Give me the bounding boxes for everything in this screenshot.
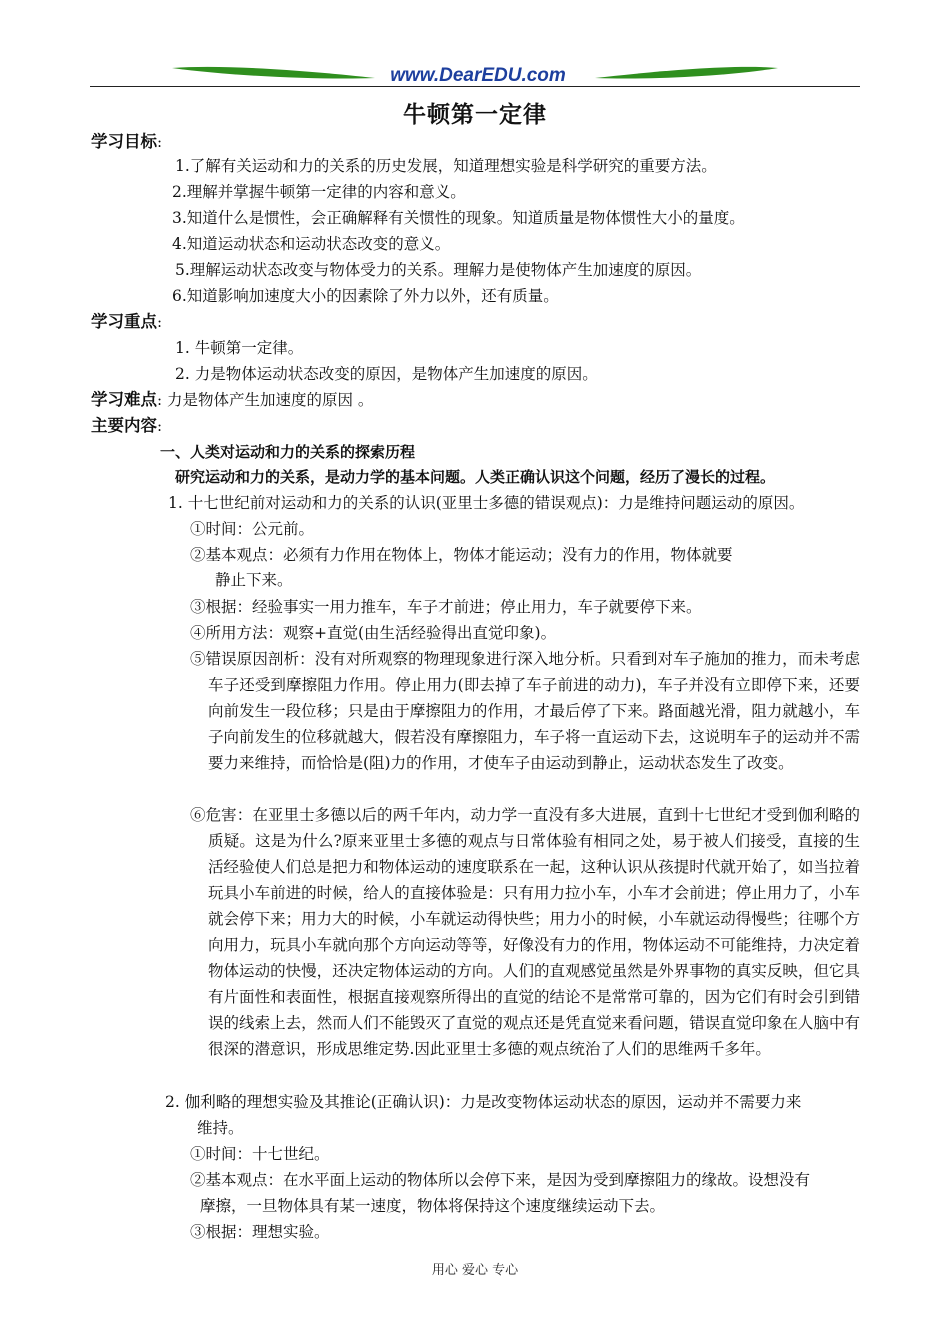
part2-view-cont: 摩擦，一旦物体具有某一速度，物体将保持这个速度继续运动下去。: [200, 1197, 666, 1215]
goal-item: 1.了解有关运动和力的关系的历史发展，知道理想实验是科学研究的重要方法。: [175, 157, 717, 175]
part2-title-cont: 维持。: [197, 1119, 244, 1137]
key-points-heading: 学习重点:: [91, 312, 163, 331]
part2-view: ②基本观点：在水平面上运动的物体所以会停下来，是因为受到摩擦阻力的缘故。设想没有: [190, 1171, 811, 1189]
part1-time: ①时间：公元前。: [190, 520, 315, 538]
part2-title: 2. 伽利略的理想实验及其推论(正确认识)：力是改变物体运动状态的原因，运动并不需要力来: [165, 1093, 802, 1111]
part1-method: ④所用方法：观察+直觉(由生活经验得出直觉印象)。: [190, 624, 557, 642]
section1-intro: 研究运动和力的关系，是动力学的基本问题。人类正确认识这个问题，经历了漫长的过程。: [175, 468, 776, 486]
goal-item: 3.知道什么是惯性，会正确解释有关惯性的现象。知道质量是物体惯性大小的量度。: [172, 209, 745, 227]
goal-item: 6.知道影响加速度大小的因素除了外力以外，还有质量。: [172, 287, 559, 305]
key-point-item: 1. 牛顿第一定律。: [175, 339, 304, 357]
goal-item: 2.理解并掌握牛顿第一定律的内容和意义。: [172, 183, 466, 201]
site-logo-text: www.DearEDU.com: [390, 65, 566, 86]
goals-heading: 学习目标:: [91, 132, 163, 151]
page-footer: 用心 爱心 专心: [431, 1263, 519, 1278]
main-content-heading: 主要内容:: [91, 416, 163, 435]
difficulty-text: 力是物体产生加速度的原因 。: [162, 391, 374, 409]
key-point-item: 2. 力是物体运动状态改变的原因，是物体产生加速度的原因。: [175, 365, 598, 383]
green-swoosh-right: [595, 67, 778, 79]
part1-harm-paragraph: ⑥危害：在亚里士多德以后的两千年内，动力学一直没有多大进展，直到十七世纪才受到伽利略的质疑。这是为什么?原来亚里士多德的观点与日常体验有相同之处，易于被人们接受，直接的生活经验使人们总是把力和物体运动的速度联系在一起，这种认识从孩提时代就开始了，如当拉着玩具小车前进的时候，给人的直接体验是：只有用力拉小车，小车才会前进；停止用力了，小车就会停下来；用力大的时候，小车就运动得快些；用力小的时候，小车就运动得慢些；往哪个方向用力，玩具小车就向那个方向运动等等，好像没有力的作用，物体运动不可能维持，力决定着物体运动的快慢，还决定物体运动的方向。人们的直观感觉虽然是外界事物的真实反映，但它具有片面性和表面性，根据直接观察所得出的直觉的结论不是常常可靠的，因为它们有时会引到错误的线索上去，然而人们不能毁灭了直觉的观点还是凭直觉来看问题，错误直觉印象在人脑中有很深的潜意识，形成思维定势.因此亚里士多德的观点统治了人们的思维两千多年。: [190, 806, 860, 1058]
goal-item: 5.理解运动状态改变与物体受力的关系。理解力是使物体产生加速度的原因。: [175, 261, 702, 279]
green-swoosh-left: [172, 67, 375, 79]
page-title: 牛顿第一定律: [403, 102, 547, 128]
header-rule: [90, 86, 860, 87]
part2-basis: ③根据：理想实验。: [190, 1223, 330, 1241]
part1-title: 1. 十七世纪前对运动和力的关系的认识(亚里士多德的错误观点)：力是维持问题运动的原因。: [168, 494, 805, 512]
part1-view-cont: 静止下来。: [215, 571, 293, 589]
difficulty-heading: 学习难点: 力是物体产生加速度的原因 。: [91, 390, 374, 409]
part1-basis: ③根据：经验事实一用力推车，车子才前进；停止用力，车子就要停下来。: [190, 598, 702, 616]
part1-view: ②基本观点：必须有力作用在物体上，物体才能运动；没有力的作用，物体就要: [190, 546, 733, 564]
section1-title: 一、人类对运动和力的关系的探索历程: [160, 443, 416, 461]
goal-item: 4.知道运动状态和运动状态改变的意义。: [172, 235, 451, 253]
part2-time: ①时间：十七世纪。: [190, 1145, 330, 1163]
part1-error-paragraph: ⑤错误原因剖析：没有对所观察的物理现象进行深入地分析。只看到对车子施加的推力，而未考虑车子还受到摩擦阻力作用。停止用力(即去掉了车子前进的动力)，车子并没有立即停下来，还要向前发生一段位移；只是由于摩擦阻力的作用，才最后停了下来。路面越光滑，阻力就越小，车子向前发生的位移就越大，假若没有摩擦阻力，车子将一直运动下去，这说明车子的运动并不需要力来维持，而恰恰是(阻)力的作用，才使车子由运动到静止，运动状态发生了改变。: [190, 650, 860, 772]
